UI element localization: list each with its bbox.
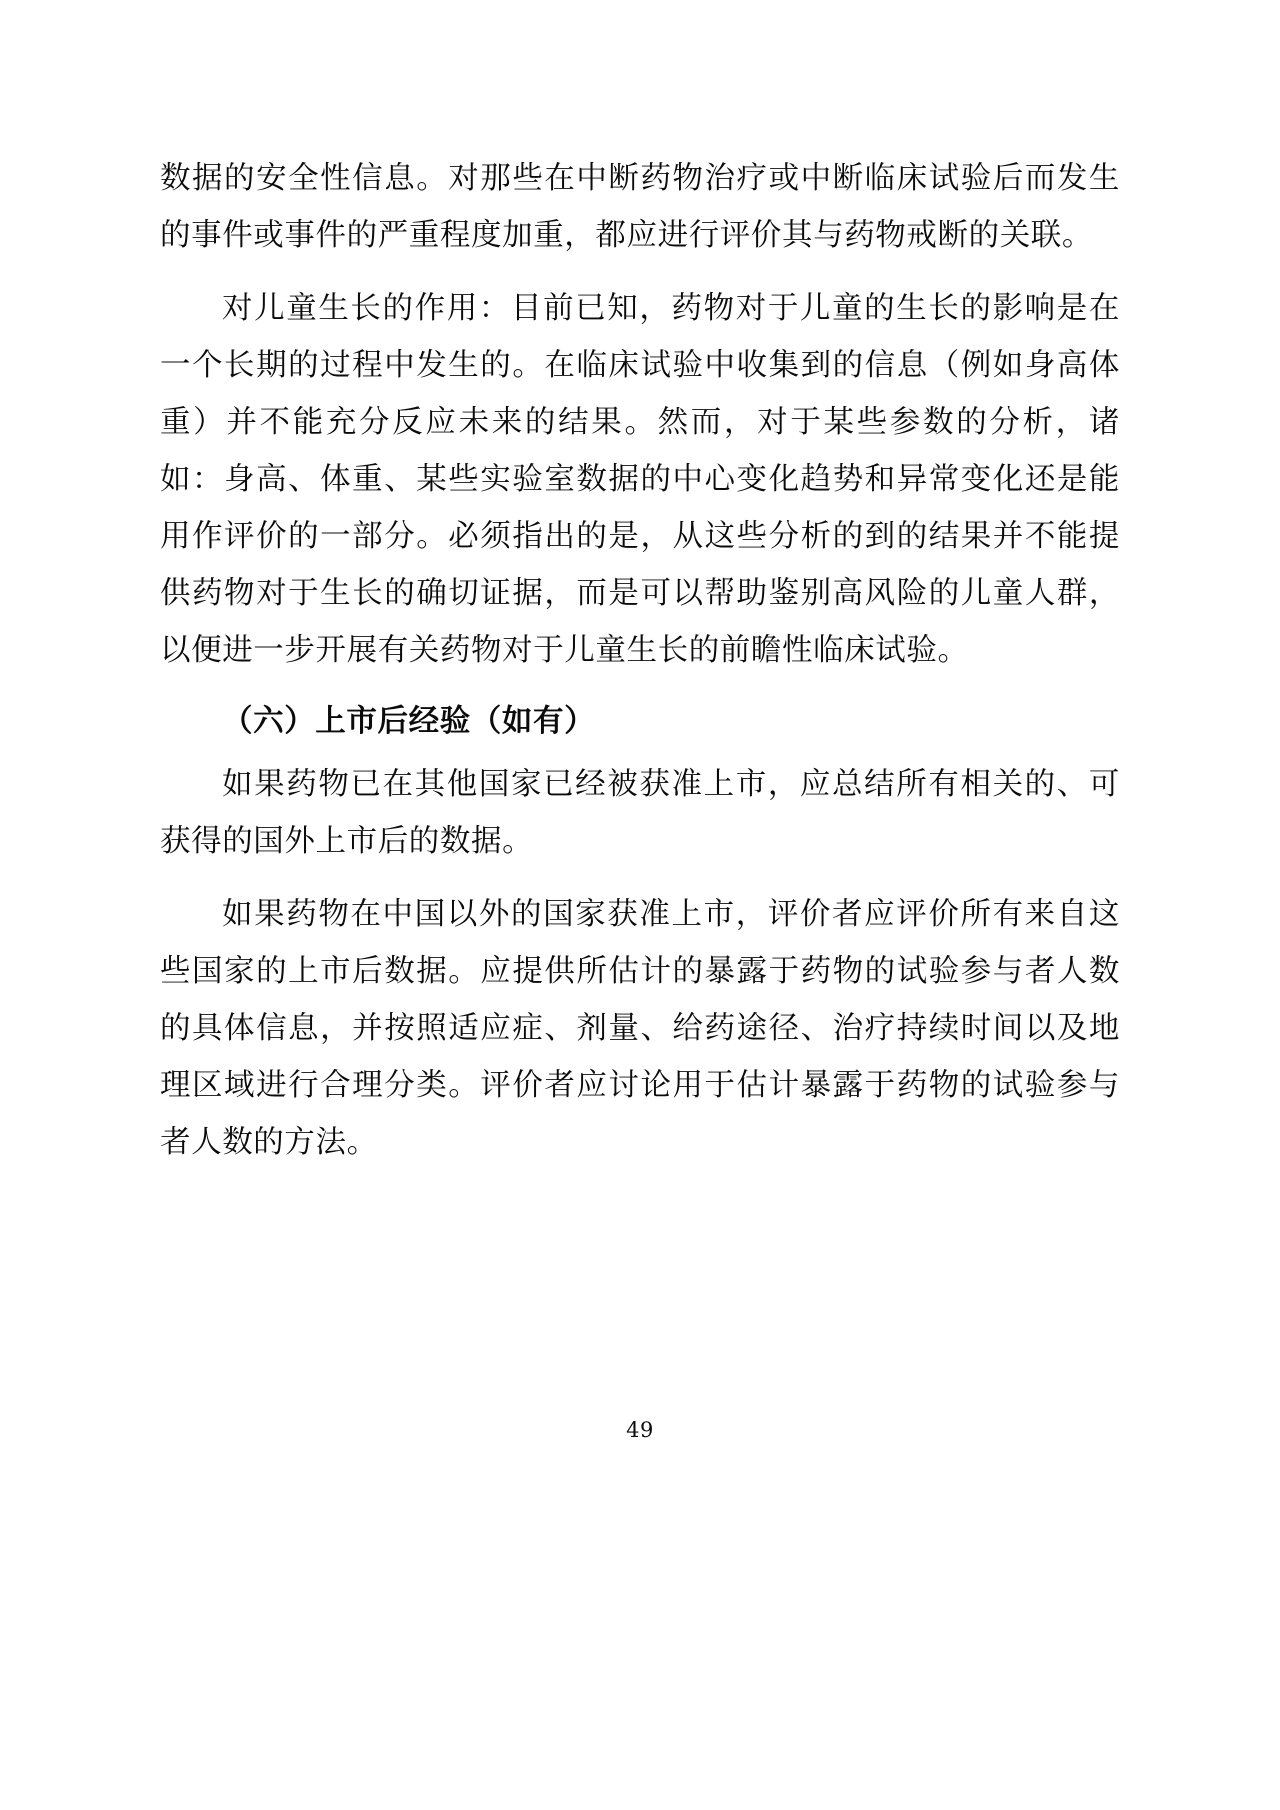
paragraph-spacer bbox=[160, 270, 1120, 280]
paragraph-4: 如果药物在中国以外的国家获准上市，评价者应评价所有来自这些国家的上市后数据。应提供所估计的暴露于药物的试验参与者人数的具体信息，并按照适应症、剂量、给药途径、治疗持续时间以及地理区域进行合理分类。评价者应讨论用于估计暴露于药物的试验参与者人数的方法。 bbox=[160, 897, 1120, 1160]
section-heading-post-marketing-experience: （六）上市后经验（如有） bbox=[222, 703, 596, 739]
paragraph-1: 数据的安全性信息。对那些在中断药物治疗或中断临床试验后而发生的事件或事件的严重程度加重，都应进行评价其与药物戒断的关联。 bbox=[160, 161, 1120, 253]
paragraph-spacer-2 bbox=[160, 876, 1120, 886]
paragraph-3: 如果药物已在其他国家已经被获准上市，应总结所有相关的、可获得的国外上市后的数据。 bbox=[160, 767, 1120, 859]
page-content bbox=[160, 150, 1120, 1171]
paragraph-2: 对儿童生长的作用：目前已知，药物对于儿童的生长的影响是在一个长期的过程中发生的。在临床试验中收集到的信息（例如身高体重）并不能充分反应未来的结果。然而，对于某些参数的分析，诸如：身高、体重、某些实验室数据的中心变化趋势和异常变化还是能用作评价的一部分。必须指出的是，从这些分析的到的结果并不能提供药物对于生长的确切证据，而是可以帮助鉴别高风险的儿童人群，以便进一步开展有关药物对于儿童生长的前瞻性临床试验。 bbox=[160, 291, 1120, 668]
page-number: 49 bbox=[626, 1418, 654, 1442]
